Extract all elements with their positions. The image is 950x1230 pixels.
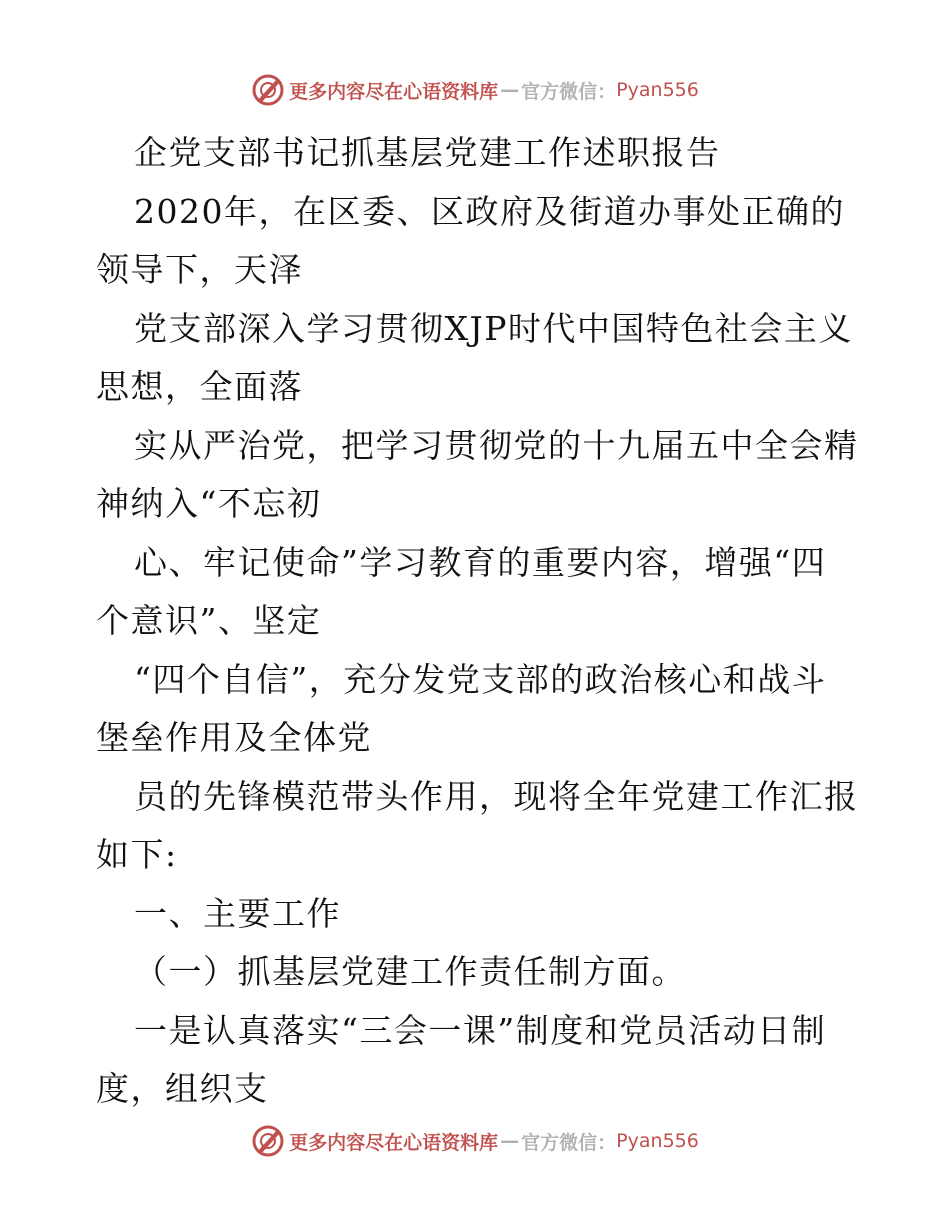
text-line: 党支部深入学习贯彻XJP时代中国特色社会主义 bbox=[134, 308, 853, 348]
watermark-banner-bottom bbox=[0, 1121, 950, 1161]
brand-logo-icon bbox=[251, 73, 285, 107]
text-line: “四个自信”，充分发党支部的政治核心和战斗 bbox=[134, 659, 827, 699]
text-line: （一）抓基层党建工作责任制方面。 bbox=[134, 952, 686, 991]
banner-dash: — bbox=[500, 1130, 520, 1152]
text-line: 实从严治党，把学习贯彻党的十九届五中全会精 bbox=[134, 425, 859, 465]
text-line: 一是认真落实“三会一课”制度和党员活动日制 bbox=[134, 1010, 827, 1050]
text-line: 心、牢记使命”学习教育的重要内容，增强“四 bbox=[134, 542, 827, 582]
document-body bbox=[96, 124, 859, 1119]
banner-account: Pyan556 bbox=[616, 1130, 699, 1152]
banner-label: 官方微信： bbox=[521, 80, 617, 103]
watermark-banner-top bbox=[0, 70, 950, 110]
banner-brand: 更多内容尽在心语资料库 bbox=[289, 1131, 499, 1154]
text-line: 堡垒作用及全体党 bbox=[96, 718, 372, 757]
banner-brand: 更多内容尽在心语资料库 bbox=[289, 80, 499, 103]
banner-label: 官方微信： bbox=[521, 1131, 617, 1154]
brand-logo-icon bbox=[251, 1124, 285, 1158]
banner-account: Pyan556 bbox=[616, 79, 699, 101]
text-line: 思想，全面落 bbox=[96, 367, 303, 406]
text-line: 领导下，天泽 bbox=[96, 250, 303, 289]
text-line: 度，组织支 bbox=[96, 1069, 269, 1108]
text-line: 个意识”、坚定 bbox=[96, 601, 322, 640]
text-line: 员的先锋模范带头作用，现将全年党建工作汇报 bbox=[134, 776, 859, 816]
text-line: 一、主要工作 bbox=[134, 893, 341, 933]
banner-dash: — bbox=[500, 79, 520, 101]
text-line: 神纳入“不忘初 bbox=[96, 484, 322, 523]
text-line: 2020年，在区委、区政府及街道办事处正确的 bbox=[134, 191, 845, 231]
text-line: 如下: bbox=[96, 835, 178, 874]
text-line: 企党支部书记抓基层党建工作述职报告 bbox=[134, 133, 721, 172]
